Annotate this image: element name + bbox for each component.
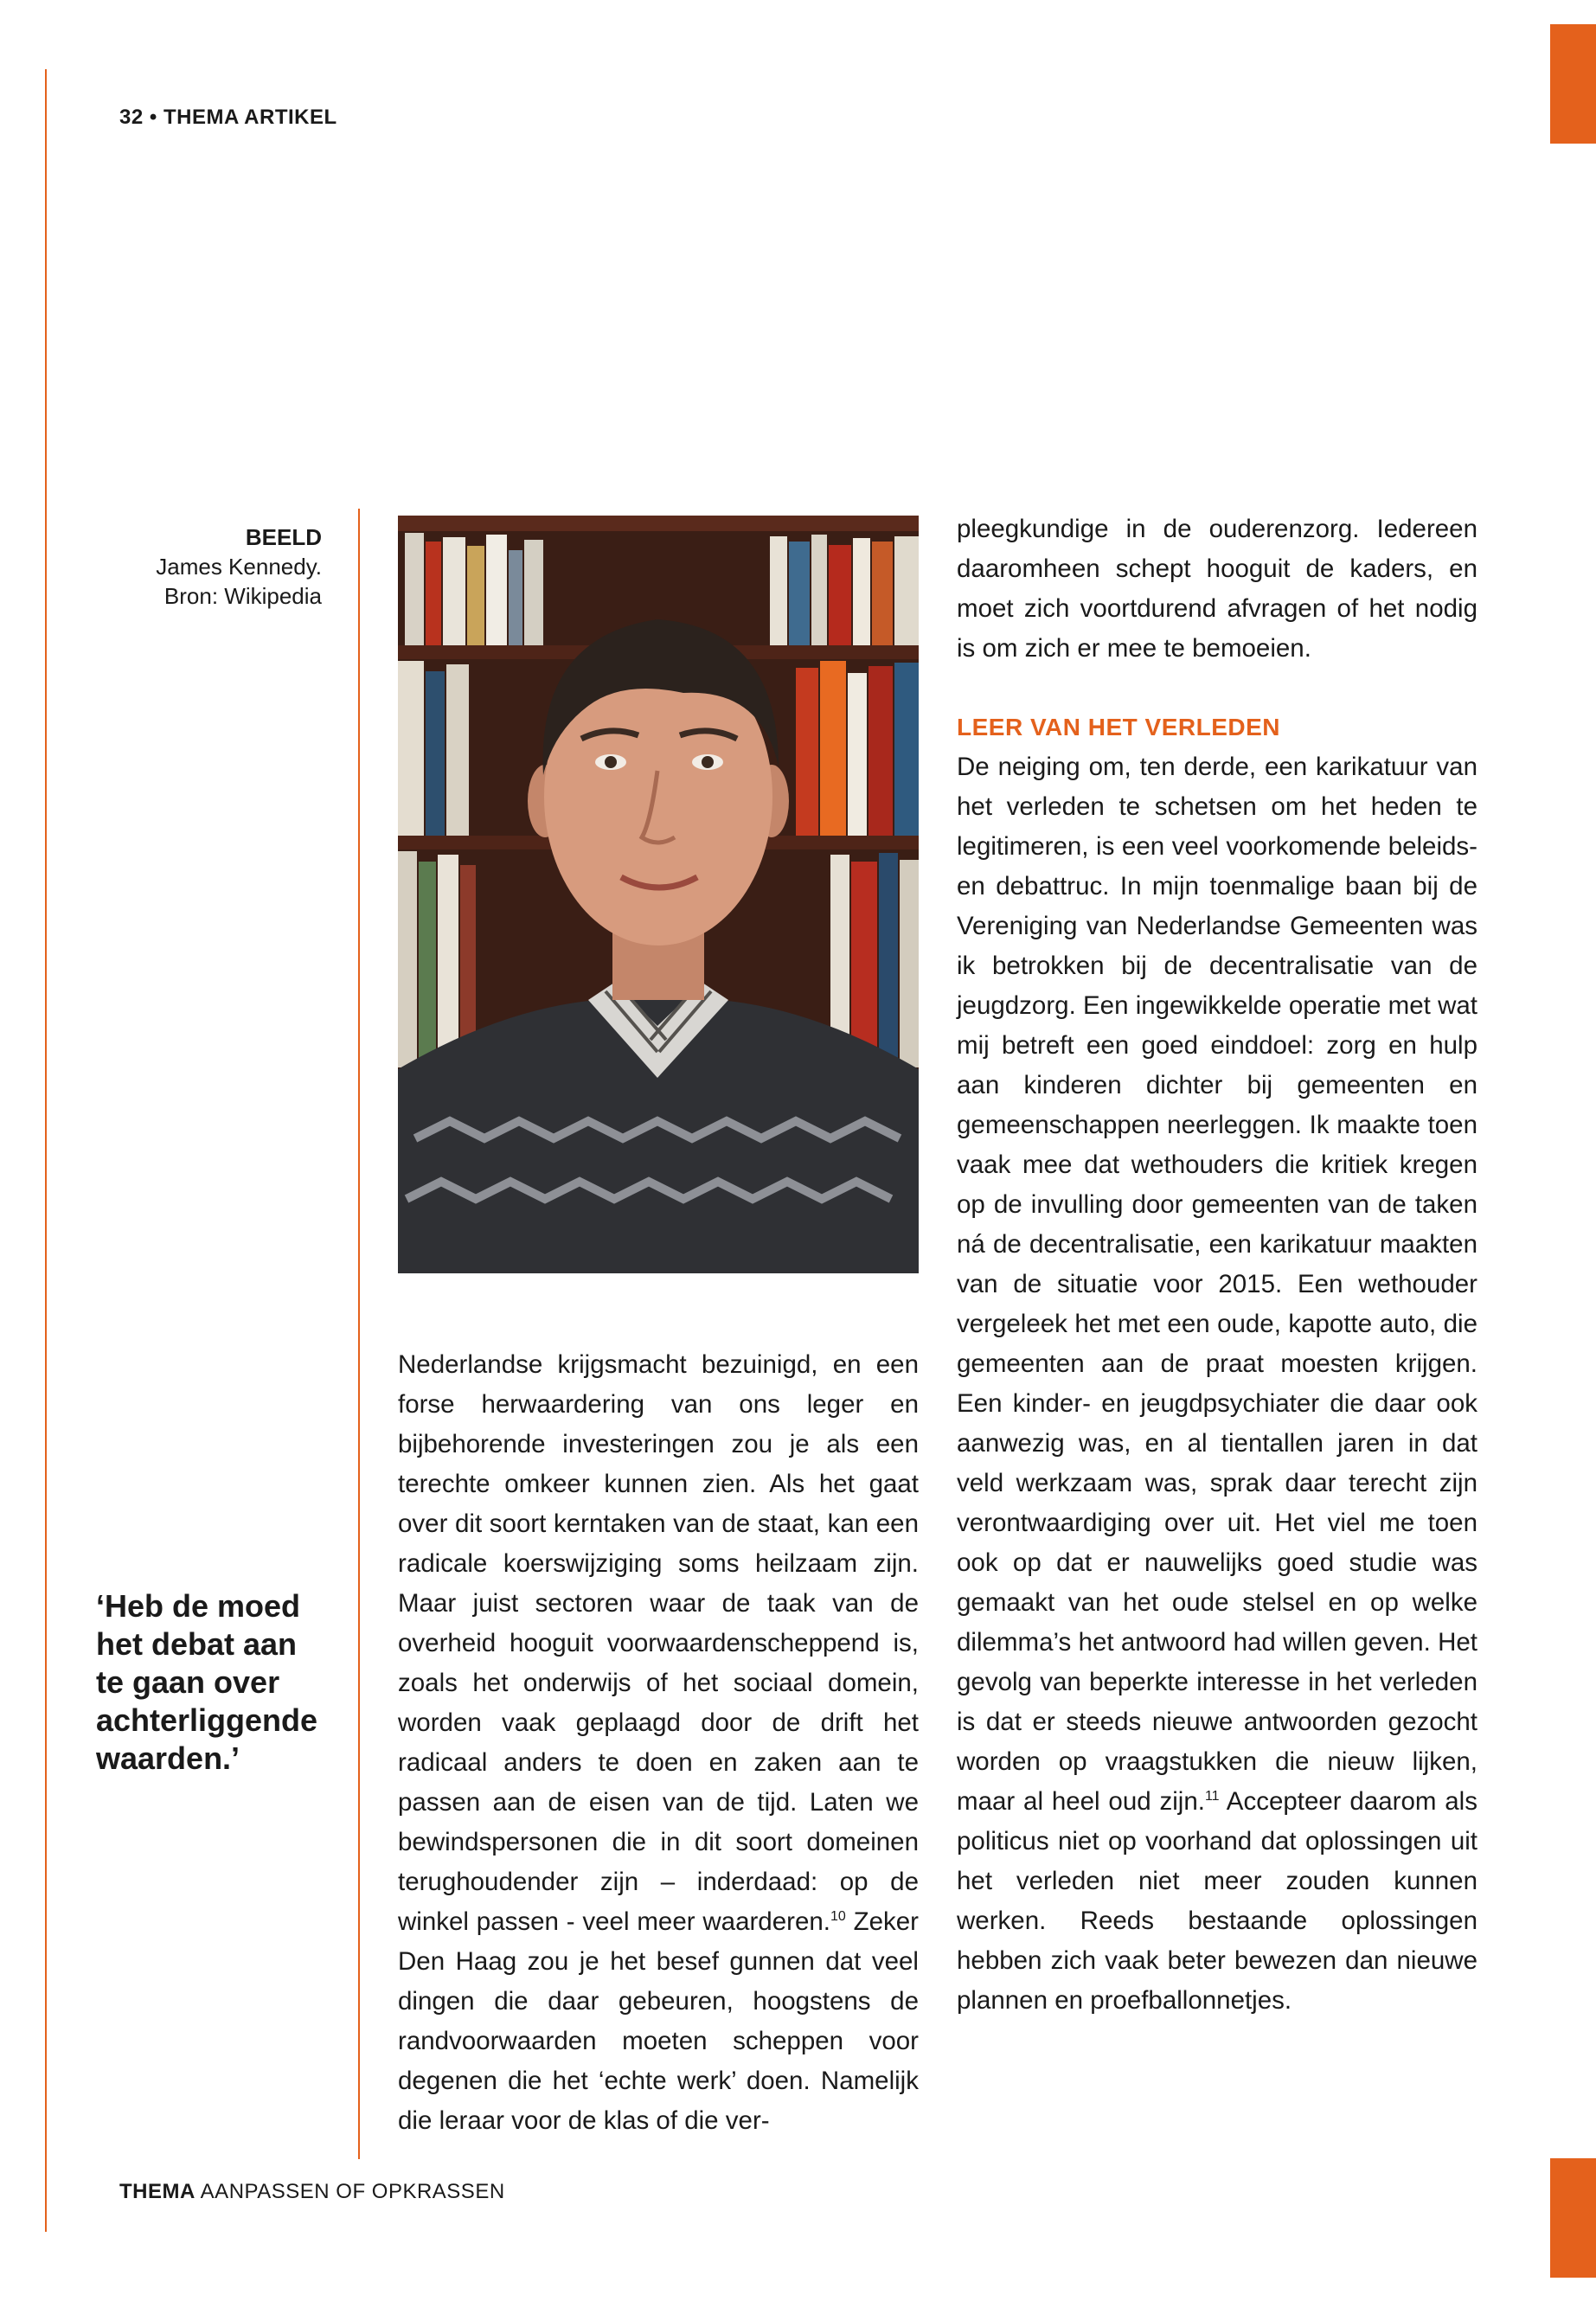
body-paragraph: pleegkundige in de ouderenzorg. Iedereen daaromheen schept hooguit de kaders, en moet zich voortdurend afvragen of het nodig is om zich er mee te bemoeien. xyxy=(957,515,1477,663)
margin-rule xyxy=(45,69,47,2232)
pull-quote xyxy=(96,1587,347,1778)
caption-line-2: Bron: Wikipedia xyxy=(163,583,322,609)
pull-quote-line: het debat aan xyxy=(96,1626,298,1662)
footnote-ref[interactable]: 10 xyxy=(830,1909,846,1925)
photo-caption xyxy=(121,522,322,611)
pull-quote-line: te gaan over xyxy=(96,1664,280,1700)
pull-quote-line: ‘Heb de moed xyxy=(96,1588,301,1624)
pull-quote-line: waarden.’ xyxy=(96,1740,240,1776)
pull-quote-line: achterliggende xyxy=(96,1702,318,1738)
footer-thema-label: THEMA xyxy=(119,2180,195,2203)
section-label: THEMA ARTIKEL xyxy=(163,106,337,129)
accent-tab-bottom xyxy=(1550,2158,1596,2278)
article-column-middle xyxy=(398,1345,919,2141)
page-number: 32 xyxy=(119,106,144,129)
body-paragraph: De neiging om, ten derde, een karikatuur van het verleden te schetsen om het heden te legitimeren, is een veel voorkomende beleids- en debattruc. In mijn toenmalige baan bij de Vereniging van Nederlandse Gemeenten was ik betrokken bij de decentralisatie van de jeugdzorg. Een ingewikkelde operatie met wat mij betreft een goed einddoel: zorg en hulp aan kinderen dichter bij gemeenten en gemeenschappen neerleggen. Ik maakte toen vaak mee dat wethouders die kritiek kregen op de invulling door gemeenten van de taken ná de decentralisatie, een karikatuur maakten van de situatie voor 2015. Een wethouder vergeleek het met een oude, kapotte auto, die gemeenten aan de praat moesten krijgen. Een kinder- en jeugdpsychiater die daar ook aanwezig was, en al tientallen jaren in dat veld werkzaam was, sprak daar terecht zijn verontwaardiging over uit. Het viel me toen ook op dat er nauwelijks goed studie was gemaakt van het oude stelsel en op welke dilemma’s het antwoord had willen geven. Het gevolg van beperkte interesse in het verleden is dat er steeds nieuwe antwoorden gezocht worden op vraagstukken die nieuw lijken, maar al heel oud zijn.$^{11}$ Accepteer daarom als politicus niet op voorhand dat oplossingen uit het verleden niet meer zouden kunnen werken. Reeds bestaande oplossingen hebben zich vaak beter bewezen dan nieuwe plannen en proefballonnetjes. xyxy=(957,753,1477,2015)
header-separator: • xyxy=(149,106,157,129)
portrait-photo xyxy=(398,516,919,1273)
running-foot xyxy=(119,2180,505,2204)
caption-label: BEELD xyxy=(245,524,322,550)
article-column-right xyxy=(957,510,1477,2021)
body-paragraph: Nederlandse krijgsmacht bezuinigd, en een forse herwaardering van ons leger en bijbehorende investeringen zou je als een terechte omkeer kunnen zien. Als het gaat over dit soort kerntaken van de staat, kan een radicale koerswijziging soms heilzaam zijn. Maar juist sectoren waar de taak van de overheid hooguit voorwaardenscheppend is, zoals het onderwijs of het sociaal domein, worden vaak geplaagd door de drift het radicaal anders te doen en zaken aan te passen aan de eisen van de tijd. Laten we bewindspersonen die in dit soort domeinen terughoudender zijn – inderdaad: op de winkel passen - veel meer waarderen.$^{10}$ Zeker Den Haag zou je het besef gunnen dat veel dingen die daar gebeuren, hoogstens de randvoorwaarden moeten scheppen voor degenen die het ‘echte werk’ doen. Namelijk die leraar voor de klas of die ver- xyxy=(398,1350,919,2135)
caption-line-1: James Kennedy. xyxy=(156,554,322,580)
accent-tab-top xyxy=(1550,24,1596,144)
footer-thema-title: AANPASSEN OF OPKRASSEN xyxy=(200,2180,505,2203)
column-rule xyxy=(358,509,360,2159)
footnote-ref[interactable]: 11 xyxy=(1204,1789,1220,1804)
section-subheading: LEER VAN HET VERLEDEN xyxy=(957,714,1281,740)
running-head xyxy=(119,106,337,130)
